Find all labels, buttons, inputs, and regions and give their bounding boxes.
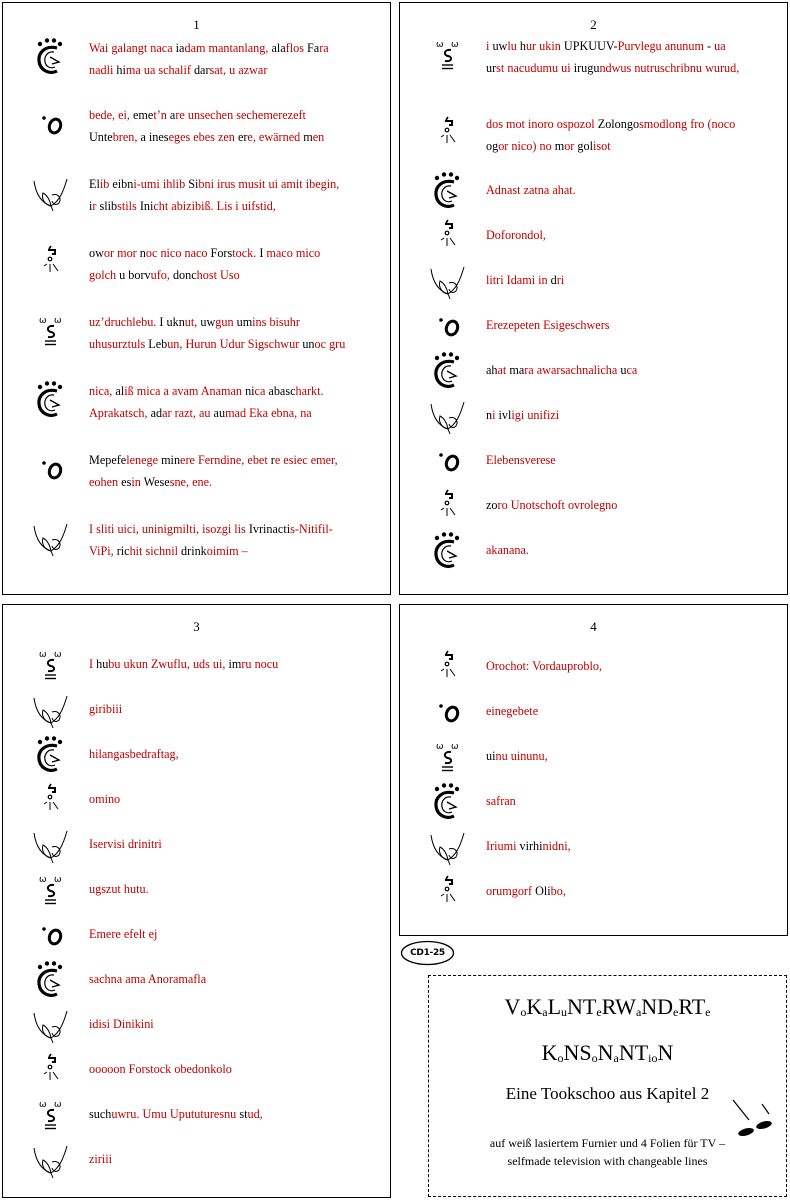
leaves-glyph-icon: [31, 1005, 71, 1045]
entry-line: ziriii: [89, 1152, 113, 1166]
entry-text: [89, 653, 368, 675]
svg-text:ω: ω: [54, 875, 62, 885]
entry-text: [486, 449, 765, 471]
entry-line: Elib eibni-umi ihlib Sibni irus musit ui amit ibegin,: [89, 177, 340, 191]
svg-text:ω: ω: [54, 1100, 62, 1110]
entry-line: omino: [89, 792, 121, 806]
page-panel-4: [399, 604, 788, 936]
entry-line: Emere efelt ej: [89, 927, 158, 941]
entry-line: Adnast zatna ahat.: [486, 183, 576, 197]
page-panel-2: [399, 2, 788, 595]
entry-line: Iriumi virhinidni,: [486, 839, 571, 853]
entry-line: eohen esin Wesesne, ene.: [89, 475, 213, 489]
fan-glyph-icon: [428, 531, 468, 571]
entry-text: [486, 314, 765, 336]
entry-text: [486, 539, 765, 561]
description-line-2: selfmade television with changeable lines: [507, 1154, 708, 1168]
entry-line: Iservisi drinitri: [89, 837, 162, 851]
entry-text: [89, 1103, 368, 1125]
entry-line: giribiii: [89, 702, 123, 716]
entry-text: [89, 37, 368, 81]
entry-line: owor mor noc nico naco Forstock. I maco mico: [89, 246, 321, 260]
entry-text: [486, 790, 765, 812]
entry-text: [486, 224, 765, 246]
cd-label-text: CD1-25: [410, 948, 445, 958]
fan-glyph-icon: [31, 960, 71, 1000]
entry-text: [486, 359, 765, 381]
page-number: 4: [590, 619, 597, 634]
svg-text:ω: ω: [39, 1100, 47, 1110]
entry-text: [89, 833, 368, 855]
svg-text:ω: ω: [436, 742, 444, 752]
entry-line: hilangasbedraftag,: [89, 747, 179, 761]
entry-text: [89, 242, 368, 286]
entry-line: uinu uinunu,: [486, 749, 548, 763]
entry-text: [89, 518, 368, 562]
entry-text: [486, 700, 765, 722]
entry-line: ooooon Forstock obedonkolo: [89, 1062, 232, 1076]
face-glyph-icon: [428, 35, 468, 75]
entry-text: [89, 743, 368, 765]
entry-text: [89, 698, 368, 720]
entry-line: Doforondol,: [486, 228, 546, 242]
entry-text: [486, 404, 765, 426]
dot-o-glyph-icon: [31, 915, 71, 955]
page-number: 1: [193, 17, 200, 32]
stick-glyph-icon: [428, 647, 468, 687]
description-line-1: auf weiß lasiertem Furnier und 4 Folien für TV –: [489, 1136, 726, 1150]
entry-line: idisi Dinikini: [89, 1017, 154, 1031]
entry-line: Wai galangt naca iadam mantanlang, alaflos Fara: [89, 41, 329, 55]
entry-line: litri Idami in dri: [486, 273, 565, 287]
face-glyph-icon: [31, 1095, 71, 1135]
entry-text: [486, 745, 765, 767]
leaves-glyph-icon: [428, 827, 468, 867]
entry-line: uhusurztuls Lebun, Hurun Udur Sigschwur unoc gru: [89, 337, 346, 351]
entry-line: nadli hima ua schalif darsat, u azwar: [89, 63, 268, 77]
entry-text: [89, 104, 368, 148]
entry-line: orumgorf Olibo,: [486, 884, 566, 898]
face-glyph-icon: [31, 645, 71, 685]
entry-text: [486, 835, 765, 857]
entry-line: nica, aliß mica a avam Anaman nica abascharkt.: [89, 384, 324, 398]
entry-text: [486, 269, 765, 291]
entry-line: urst nacudumu ui irugundwus nutruschribnu wurud,: [486, 61, 740, 75]
entry-text: [89, 878, 368, 900]
entry-line: i uwlu hur ukin UPKUUV-Purvlegu anunum - ua: [486, 39, 726, 53]
leaves-glyph-icon: [31, 173, 71, 213]
entry-line: ahat mara awarsachnalicha uca: [486, 363, 638, 377]
entry-text: [89, 1148, 368, 1170]
entry-line: I sliti uici, uninigmilti, isozgi lis Ivrinactis-Nitifil-: [89, 522, 333, 536]
page-panel-1: [2, 2, 391, 595]
entry-line: suchuwru. Umu Upututuresnu stud,: [89, 1107, 263, 1121]
page-number: 3: [193, 619, 200, 634]
leaves-glyph-icon: [31, 690, 71, 730]
stick-glyph-icon: [31, 780, 71, 820]
svg-text:ω: ω: [451, 40, 459, 50]
stick-glyph-icon: [31, 1050, 71, 1090]
entry-text: [89, 311, 368, 355]
entry-line: uz’druchlebu. I uknut, uwgun umins bisuhr: [89, 315, 300, 329]
entry-line: dos mot inoro ospozol Zolongosmodlong fro (noco: [486, 117, 736, 131]
stick-glyph-icon: [428, 113, 468, 153]
entry-line: bede, ei, emet’n are unsechen sechemerezeft: [89, 108, 306, 122]
entry-line: Orochot: Vordauproblo,: [486, 659, 603, 673]
dot-o-glyph-icon: [428, 306, 468, 346]
entry-text: [89, 1058, 368, 1080]
leaves-glyph-icon: [31, 825, 71, 865]
entry-text: [89, 173, 368, 217]
entry-text: [89, 968, 368, 990]
svg-text:ω: ω: [39, 650, 47, 660]
pencil-icon: [729, 1098, 779, 1138]
leaves-glyph-icon: [31, 1140, 71, 1180]
entry-text: [486, 35, 765, 79]
subtitle: Eine Tookschoo aus Kapitel 2: [505, 1084, 710, 1103]
entry-text: [89, 923, 368, 945]
svg-text:ω: ω: [39, 875, 47, 885]
entry-line: Mepefelenege minere Ferndine, ebet re esiec emer,: [89, 453, 338, 467]
stick-glyph-icon: [31, 242, 71, 282]
entry-text: [486, 494, 765, 516]
entry-text: [486, 113, 765, 157]
entry-line: golch u borvufo, donchost Uso: [89, 268, 240, 282]
stick-glyph-icon: [428, 872, 468, 912]
dot-o-glyph-icon: [428, 692, 468, 732]
leaves-glyph-icon: [31, 518, 71, 558]
entry-line: Aprakatsch, adar razt, au aumad Eka ebna, na: [89, 406, 312, 420]
dot-o-glyph-icon: [31, 449, 71, 489]
entry-text: [89, 788, 368, 810]
entry-line: ogor nico) no mor golisot: [486, 139, 611, 153]
title-line-1: VoKaLuNTeRWaNDeRTe: [504, 994, 711, 1019]
fan-glyph-icon: [31, 380, 71, 420]
svg-text:ω: ω: [39, 316, 47, 326]
title-block: [428, 975, 787, 1197]
face-glyph-icon: [31, 311, 71, 351]
fan-glyph-icon: [31, 735, 71, 775]
entry-line: akanana.: [486, 543, 529, 557]
entry-text: [486, 179, 765, 201]
face-glyph-icon: [31, 870, 71, 910]
fan-glyph-icon: [31, 37, 71, 77]
entry-line: safran: [486, 794, 516, 808]
entry-line: ugszut hutu.: [89, 882, 149, 896]
entry-text: [89, 380, 368, 424]
entry-text: [89, 449, 368, 493]
entry-line: ViPi, richit sichnil drinkoimim –: [89, 544, 248, 558]
entry-text: [486, 880, 765, 902]
entry-line: sachna ama Anoramafla: [89, 972, 207, 986]
entry-line: zoro Unotschoft ovrolegno: [486, 498, 618, 512]
svg-text:ω: ω: [436, 40, 444, 50]
entry-line: Elebensverese: [486, 453, 556, 467]
fan-glyph-icon: [428, 782, 468, 822]
entry-line: Untebren, a ineseges ebes zen ere, ewärned men: [89, 130, 325, 144]
entry-line: Erezepeten Esigeschwers: [486, 318, 610, 332]
fan-glyph-icon: [428, 171, 468, 211]
svg-text:ω: ω: [451, 742, 459, 752]
entry-text: [89, 1013, 368, 1035]
fan-glyph-icon: [428, 351, 468, 391]
entry-text: [486, 655, 765, 677]
stick-glyph-icon: [428, 486, 468, 526]
entry-line: einegebete: [486, 704, 539, 718]
svg-text:ω: ω: [54, 316, 62, 326]
entry-line: ir slibstils Inicht abizibiß. Lis i uifstid,: [89, 199, 276, 213]
entry-line: ni ivligi unifizi: [486, 408, 560, 422]
leaves-glyph-icon: [428, 396, 468, 436]
entry-line: I hubu ukun Zwuflu, uds ui, imru nocu: [89, 657, 279, 671]
leaves-glyph-icon: [428, 261, 468, 301]
cd-label-badge: [400, 940, 455, 966]
page-number: 2: [590, 17, 597, 32]
page-panel-3: [2, 604, 391, 1198]
title-line-2: KoNSoNaNTioN: [541, 1040, 674, 1065]
stick-glyph-icon: [428, 216, 468, 256]
dot-o-glyph-icon: [31, 104, 71, 144]
face-glyph-icon: [428, 737, 468, 777]
svg-text:ω: ω: [54, 650, 62, 660]
dot-o-glyph-icon: [428, 441, 468, 481]
